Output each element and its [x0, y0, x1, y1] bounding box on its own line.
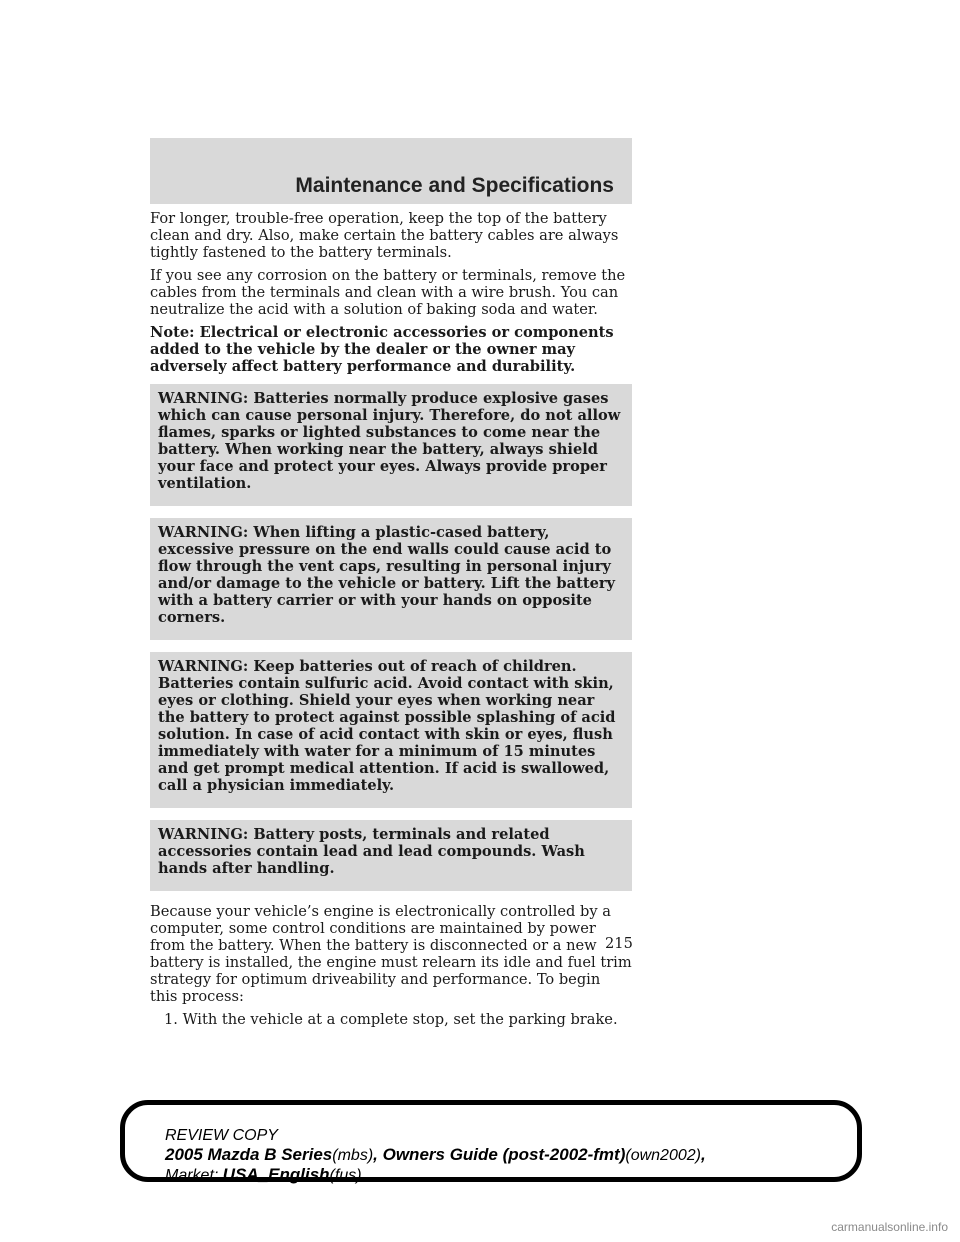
- warning-children-acid: WARNING: Keep batteries out of reach of children. Batteries contain sulfuric acid. Avoid contact with skin, eyes or clothing. Shield your eyes when working near the battery to protect against possible splashing of acid solution. In case of acid contact with skin or eyes, flush immediately with water for a minimum of 15 minutes and get prompt medical attention. If acid is swallowed, call a physician immediately.: [150, 652, 632, 808]
- guide-code: (own2002): [625, 1147, 701, 1164]
- section-title: Maintenance and Specifications: [295, 174, 614, 197]
- warning-lead-compounds: WARNING: Battery posts, terminals and related accessories contain lead and lead compounds. Wash hands after handling.: [150, 820, 632, 891]
- review-copy-label: REVIEW COPY: [165, 1127, 278, 1144]
- page-number: 215: [605, 935, 633, 952]
- paragraph-relearn: Because your vehicle’s engine is electronically controlled by a computer, some control conditions are maintained by power from the battery. When the battery is disconnected or a new battery is installed, the engine must relearn its idle and fuel trim strategy for optimum driveability and performance. To begin this process:: [150, 903, 632, 1005]
- paragraph-battery-care: For longer, trouble-free operation, keep the top of the battery clean and dry. Also, make certain the battery cables are always tightly fastened to the battery terminals.: [150, 210, 619, 261]
- market-line: [165, 1165, 855, 1185]
- model-code: (mbs): [332, 1147, 374, 1164]
- section-header-band: [150, 138, 632, 204]
- paragraph-corrosion: If you see any corrosion on the battery or terminals, remove the cables from the terminals and clean with a wire brush. You can neutralize the acid with a solution of baking soda and water.: [150, 267, 626, 318]
- market-label: Market:: [165, 1167, 223, 1184]
- review-copy-footer: [165, 1126, 855, 1185]
- warning-explosive-gases: WARNING: Batteries normally produce explosive gases which can cause personal injury. Therefore, do not allow flames, sparks or lighted substances to come near the battery. When working near the battery, always shield your face and protect your eyes. Always provide proper ventilation.: [150, 384, 632, 506]
- market-value: USA_English: [222, 1165, 330, 1184]
- warning-lifting-battery: WARNING: When lifting a plastic-cased battery, excessive pressure on the end walls could cause acid to flow through the vent caps, resulting in personal injury and/or damage to the vehicle or battery. Lift the battery with a battery carrier or with your hands on opposite corners.: [150, 518, 632, 640]
- guide-name: Owners Guide (post-2002-fmt): [382, 1145, 626, 1164]
- note-accessories: Note: Electrical or electronic accessories or components added to the vehicle by the dealer or the owner may adversely affect battery performance and durability.: [150, 324, 614, 375]
- document-id-line: 2005 Mazda B Series(mbs), Owners Guide (post-2002-fmt)(own2002),: [165, 1145, 706, 1164]
- list-item-step-1: 1. With the vehicle at a complete stop, set the parking brake.: [164, 1011, 618, 1028]
- page-content: [150, 210, 632, 1034]
- model-name: 2005 Mazda B Series: [165, 1145, 333, 1164]
- watermark: carmanualsonline.info: [831, 1220, 948, 1234]
- market-code: (fus): [329, 1167, 362, 1184]
